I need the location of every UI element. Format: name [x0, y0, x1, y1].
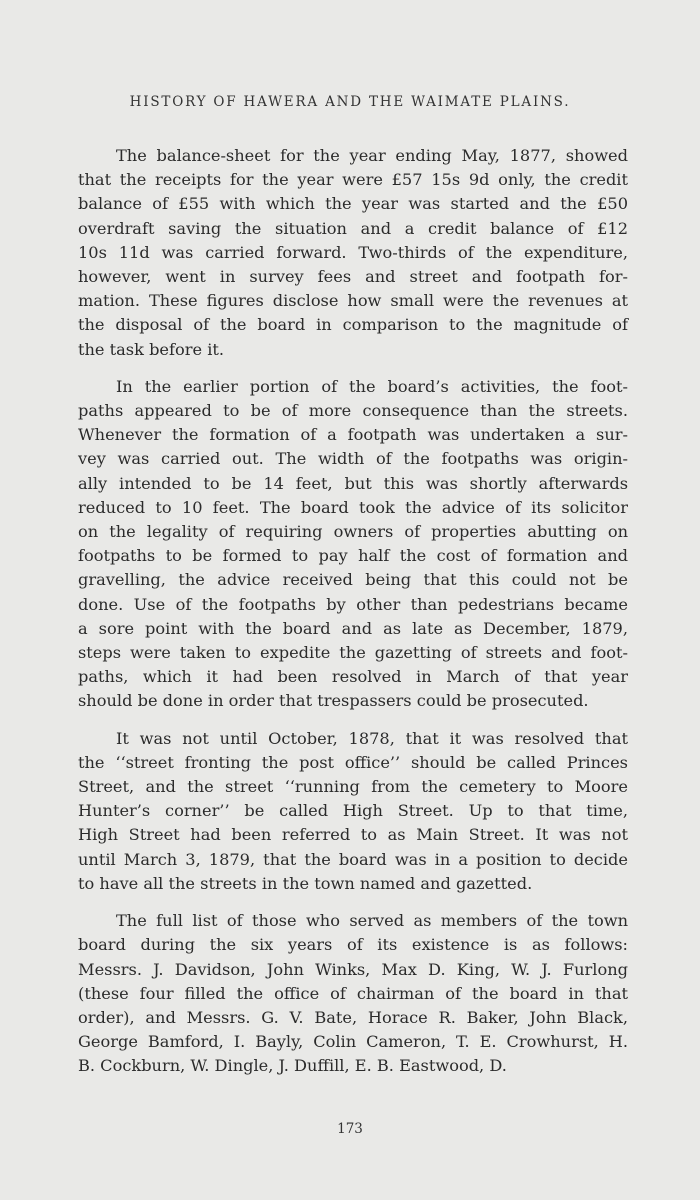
- text-line: mation. These figures disclose how small were the revenues at: [78, 291, 628, 311]
- text-line: a sore point with the board and as late as December, 1879,: [78, 618, 628, 638]
- text-line: Street, and the street ‘‘running from the cemetery to Moore: [78, 777, 628, 797]
- text-line: gravelling, the advice received being that this could not be: [78, 570, 628, 590]
- text-line: Messrs. J. Davidson, John Winks, Max D. King, W. J. Furlong: [78, 959, 628, 979]
- text-line: board during the six years of its existence is as follows:: [78, 935, 628, 955]
- text-line: order), and Messrs. G. V. Bate, Horace R. Baker, John Black,: [78, 1007, 628, 1027]
- text-line: that the receipts for the year were £57 15s 9d only, the credit: [78, 170, 628, 190]
- text-line: 10s 11d was carried forward. Two-thirds of the expenditure,: [78, 242, 628, 262]
- text-line: The balance-sheet for the year ending May, 1877, showed: [116, 146, 628, 165]
- text-line: B. Cockburn, W. Dingle, J. Duffill, E. B. Eastwood, D.: [78, 1056, 507, 1076]
- text-line: vey was carried out. The width of the footpaths was origin-: [78, 449, 628, 469]
- text-line: the task before it.: [78, 339, 225, 359]
- paragraph-street-names: [78, 727, 628, 896]
- text-line: ally intended to be 14 feet, but this was shortly afterwards: [78, 473, 628, 493]
- paragraph-balance-sheet: [78, 144, 628, 362]
- page-number: 173: [337, 1121, 363, 1137]
- text-line: balance of £55 with which the year was started and the £50: [78, 194, 628, 214]
- text-line: until March 3, 1879, that the board was in a position to decide: [78, 849, 628, 869]
- text-line: the ‘‘street fronting the post office’’ should be called Princes: [78, 752, 628, 772]
- text-line: paths, which it had been resolved in March of that year: [78, 667, 628, 687]
- text-line: to have all the streets in the town named and gazetted.: [78, 873, 533, 893]
- text-line: reduced to 10 feet. The board took the advice of its solicitor: [78, 497, 628, 517]
- body-text: [78, 144, 628, 1092]
- text-line: Whenever the formation of a footpath was undertaken a sur-: [78, 425, 628, 445]
- text-line: on the legality of requiring owners of properties abutting on: [78, 522, 628, 542]
- text-line: steps were taken to expedite the gazetting of streets and foot-: [78, 643, 628, 663]
- text-line: It was not until October, 1878, that it was resolved that: [116, 728, 628, 748]
- text-line: High Street had been referred to as Main Street. It was not: [78, 825, 628, 845]
- paragraph-footpaths: [78, 375, 628, 714]
- text-line: paths appeared to be of more consequence than the streets.: [78, 401, 628, 421]
- text-line: the disposal of the board in comparison to the magnitude of: [78, 315, 628, 335]
- text-line: The full list of those who served as members of the town: [116, 911, 628, 931]
- text-line: George Bamford, I. Bayly, Colin Cameron, T. E. Crowhurst, H.: [78, 1032, 628, 1052]
- running-header: HISTORY OF HAWERA AND THE WAIMATE PLAINS.: [129, 94, 571, 110]
- text-line: Hunter’s corner’’ be called High Street. Up to that time,: [78, 801, 628, 821]
- text-line: (these four filled the office of chairman of the board in that: [78, 983, 628, 1003]
- text-line: however, went in survey fees and street and footpath for-: [78, 267, 628, 287]
- text-line: In the earlier portion of the board’s activities, the foot-: [116, 376, 628, 396]
- text-line: done. Use of the footpaths by other than pedestrians became: [78, 594, 628, 614]
- text-line: footpaths to be formed to pay half the cost of formation and: [78, 546, 628, 566]
- text-line: overdraft saving the situation and a credit balance of £12: [78, 218, 628, 238]
- paragraph-board-members: [78, 909, 628, 1078]
- text-line: should be done in order that trespassers could be prosecuted.: [78, 691, 589, 711]
